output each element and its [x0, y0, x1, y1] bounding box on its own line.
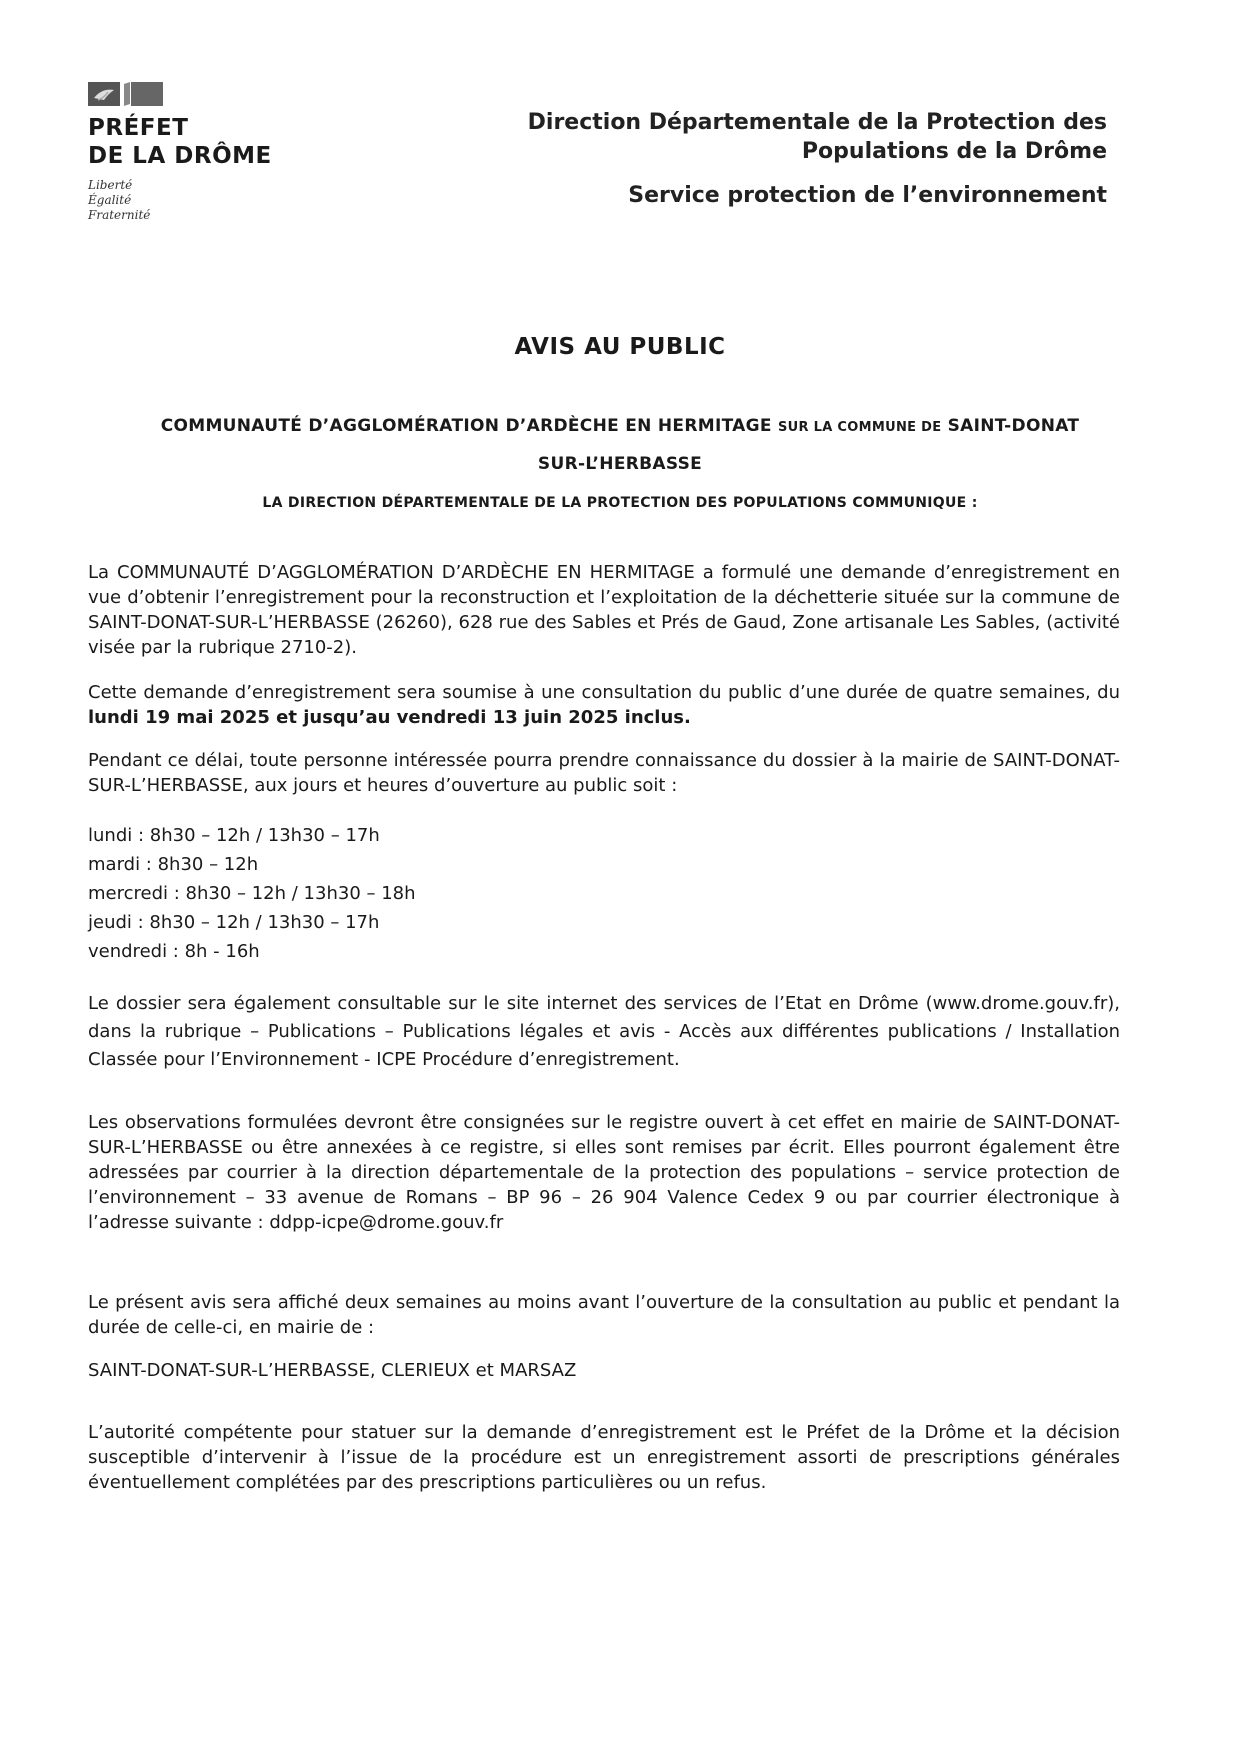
direction-line-1: Direction Départementale de la Protection des — [527, 110, 1107, 135]
hours-mardi: mardi : 8h30 – 12h — [88, 854, 259, 875]
subject-part-1: COMMUNAUTÉ D’AGGLOMÉRATION D’ARDÈCHE EN HERMITAGE — [160, 416, 772, 436]
prefet-title — [88, 114, 272, 170]
paragraph-authority: L’autorité compétente pour statuer sur la demande d’enregistrement est le Préfet de la Drôme et la décision susceptible d’intervenir à l’issue de la procédure est un enregistrement assorti de prescriptions générales éventuellement complétées par des prescriptions particulières ou un refus. — [88, 1422, 1120, 1493]
paragraph-display: Le présent avis sera affiché deux semaines au moins avant l’ouverture de la consultation au public et pendant la durée de celle-ci, en mairie de : — [88, 1292, 1120, 1338]
hours-lundi: lundi : 8h30 – 12h / 13h30 – 17h — [88, 825, 380, 846]
paragraph-dossier: Pendant ce délai, toute personne intéressée pourra prendre connaissance du dossier à la mairie de SAINT-DONAT-SUR-L’HERBASSE, aux jours et heures d’ouverture au public soit : — [88, 750, 1120, 796]
service-heading: Service protection de l’environnement — [628, 183, 1107, 208]
republic-motto — [88, 178, 150, 223]
motto-egalite: Égalité — [88, 193, 132, 207]
communique-heading: LA DIRECTION DÉPARTEMENTALE DE LA PROTECTION DES POPULATIONS COMMUNIQUE : — [262, 495, 978, 511]
prefet-line-2: DE LA DRÔME — [88, 143, 272, 169]
subject-part-4: SUR-L’HERBASSE — [537, 454, 703, 474]
opening-hours-list — [88, 821, 416, 966]
consultation-dates: lundi 19 mai 2025 et jusqu’au vendredi 13 juin 2025 inclus. — [88, 707, 691, 728]
consultation-text: Cette demande d’enregistrement sera soumise à une consultation du public d’une durée de quatre semaines, du — [88, 682, 1120, 703]
hours-mercredi: mercredi : 8h30 – 12h / 13h30 – 18h — [88, 883, 416, 904]
subject-part-3: SAINT-DONAT — [947, 416, 1080, 436]
direction-line-2: Populations de la Drôme — [801, 139, 1107, 164]
hours-jeudi: jeudi : 8h30 – 12h / 13h30 – 17h — [88, 912, 380, 933]
motto-fraternite: Fraternité — [88, 208, 151, 222]
notice-subject — [90, 408, 1150, 482]
hours-vendredi: vendredi : 8h - 16h — [88, 941, 260, 962]
paragraph-consultation — [88, 680, 1120, 730]
paragraph-website: Le dossier sera également consultable sur le site internet des services de l’Etat en Drôme (www.drome.gouv.fr), dans la rubrique – Publications – Publications légales et avis - Accès aux différentes publications / Installation Classée pour l’Environnement - ICPE Procédure d’enregistrement. — [88, 993, 1120, 1070]
motto-liberte: Liberté — [88, 178, 133, 192]
notice-title: AVIS AU PUBLIC — [514, 334, 726, 360]
paragraph-communes: SAINT-DONAT-SUR-L’HERBASSE, CLERIEUX et MARSAZ — [88, 1360, 577, 1381]
subject-part-2: SUR LA COMMUNE DE — [778, 420, 942, 435]
paragraph-request: La COMMUNAUTÉ D’AGGLOMÉRATION D’ARDÈCHE EN HERMITAGE a formulé une demande d’enregistrement en vue d’obtenir l’enregistrement pour la reconstruction et l’exploitation de la déchetterie située sur la commune de SAINT-DONAT-SUR-L’HERBASSE (26260), 628 rue des Sables et Prés de Gaud, Zone artisanale Les Sables, (activité visée par la rubrique 2710-2). — [88, 562, 1120, 658]
marianne-logo-icon — [88, 80, 163, 108]
paragraph-observations: Les observations formulées devront être consignées sur le registre ouvert à cet effet en mairie de SAINT-DONAT-SUR-L’HERBASSE ou être annexées à ce registre, si elles sont remises par écrit. Elles pourront également être adressées par courrier à la direction départementale de la protection des populations – service protection de l’environnement – 33 avenue de Romans – BP 96 – 26 904 Valence Cedex 9 ou par courrier électronique à l’adresse suivante : ddpp-icpe@drome.gouv.fr — [88, 1112, 1120, 1233]
direction-heading — [467, 108, 1107, 166]
prefet-line-1: PRÉFET — [88, 115, 189, 141]
